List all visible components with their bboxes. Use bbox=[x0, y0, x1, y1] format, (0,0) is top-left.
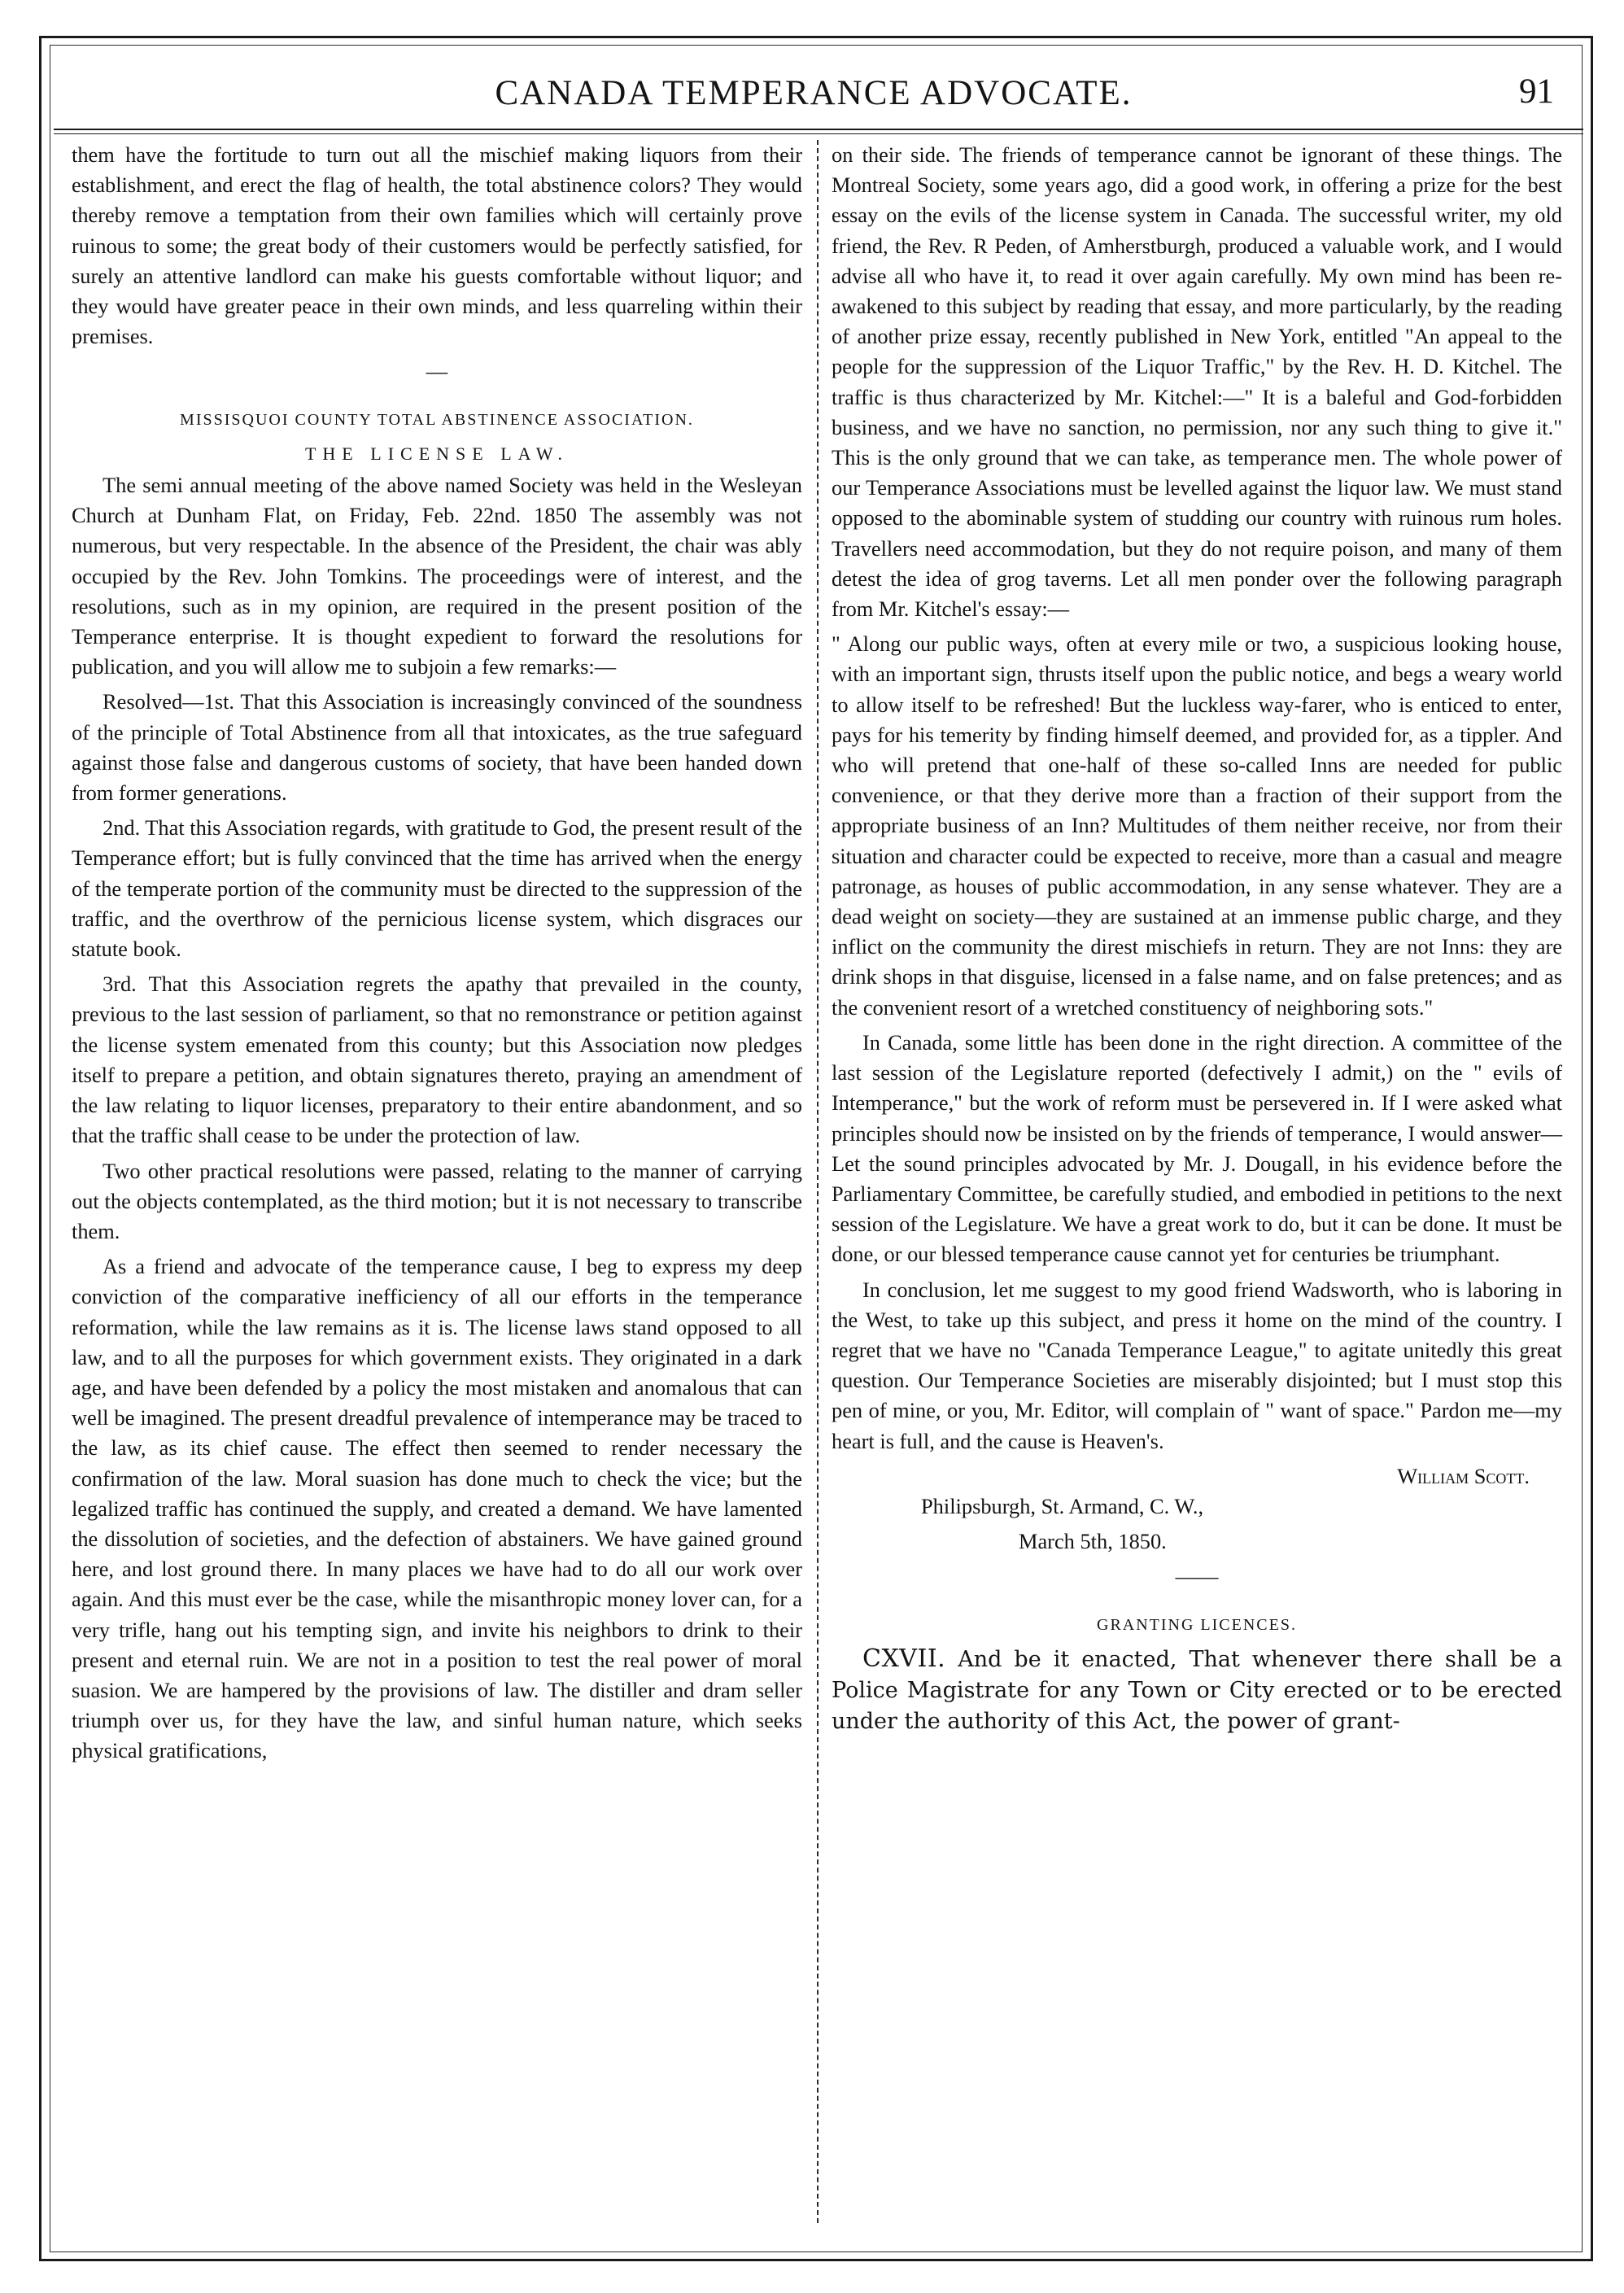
header-rule-thin bbox=[54, 133, 1583, 134]
separator-dash: — bbox=[426, 359, 448, 384]
publication-title: CANADA TEMPERANCE ADVOCATE. bbox=[495, 74, 1133, 112]
author-signature: William Scott. bbox=[1397, 1463, 1530, 1488]
section-title: MISSISQUOI COUNTY TOTAL ABSTINENCE ASSOCIATION. bbox=[180, 410, 694, 429]
page-number: 91 bbox=[1519, 72, 1554, 111]
paragraph: The semi annual meeting of the above named Society was held in the Wesleyan Church at Dunham Flat, on Friday, Feb. 22nd. 1850 The assembly was not numerous, but very respectable. In the absence of the President, the chair was ably occupied by the Rev. John Tomkins. The proceedings were of interest, and the resolutions, such as in my opinion, are required in the present position of the Temperance enterprise. It is thought expedient to forward the resolutions for publication, and you will allow me to subjoin a few remarks:— bbox=[72, 473, 802, 679]
paragraph: In Canada, some little has been done in the right direction. A committee of the last session of the Legislature reported (defectively I admit,) on the " evils of Intemperance," but the work of reform must be persevered in. If I were asked what principles should now be insisted on by the friends of temperance, I would answer—Let the sound principles advocated by Mr. J. Dougall, in his evidence before the Parliamentary Committee, be carefully studied, and embodied in petitions to the next session of the Legislature. We have a great work to do, but it can be done. It must be done, or our blessed temperance cause cannot yet for centuries be triumphant. bbox=[832, 1029, 1562, 1267]
paragraph: In conclusion, let me suggest to my good friend Wadsworth, who is laboring in the West, to take up this subject, and press it home on the mind of the country. I regret that we have no "Canada Temperance League," to agitate unitedly this great question. Our Temperance Societies are miserably disjointed; but I must stop this pen of mine, or you, Mr. Editor, will complain of " want of space." Pardon me—my heart is full, and the cause is Heaven's. bbox=[832, 1277, 1562, 1453]
statute-text: And be it enacted, That whenever there shall be a Police Magistrate for any Town or City erected or to be erected under the authority of this Act, the power of grant- bbox=[832, 1646, 1562, 1734]
resolution-first: Resolved—1st. That this Association is increasingly convinced of the soundness of the principle of Total Abstinence from all that intoxicates, as the true safeguard against those false and dangerous customs of society, that have been handed down from former generations. bbox=[72, 689, 802, 806]
resolution-third: 3rd. That this Association regrets the apathy that prevailed in the county, previous to the last session of parliament, so that no remonstrance or petition against the license system emenated from this county; but this Association now pledges itself to prepare a petition, and obtain signatures thereto, praying an amendment of the law relating to liquor licenses, preparatory to their entire abandonment, and so that the traffic shall cease to be under the protection of law. bbox=[72, 972, 802, 1148]
column-divider bbox=[817, 140, 819, 2223]
header-rule bbox=[54, 129, 1583, 130]
separator-dash: —— bbox=[1175, 1564, 1219, 1589]
statute-number: CXVII. bbox=[862, 1644, 946, 1673]
right-column bbox=[832, 140, 1562, 1742]
quoted-paragraph: " Along our public ways, often at every mile or two, a suspicious looking house, with an important sign, thrusts itself upon the public notice, and begs a weary world to allow itself to be refreshed! But the luckless way-farer, who is enticed to enter, pays for his temerity by finding himself deemed, and provided for, as a tippler. And who will pretend that one-half of these so-called Inns are needed for public convenience, or that they derive more than a fraction of their support from the appropriate business of an Inn? Multitudes of them neither receive, nor from their situation and character could be expected to receive, more than a casual and meagre patronage, as houses of public accommodation, in any sense whatever. They are a dead weight on society—they are sustained at an immense public charge, and they inflict on the community the direst mischiefs in return. They are not Inns: they are drink shops in that disguise, licensed in a false name, and on false pretences; and as the convenient resort of a wretched constituency of neighboring sots." bbox=[832, 631, 1562, 1020]
dateline-date: March 5th, 1850. bbox=[1019, 1529, 1167, 1554]
section-subtitle: THE LICENSE LAW. bbox=[304, 443, 569, 464]
page-header bbox=[57, 67, 1570, 120]
resolution-second: 2nd. That this Association regards, with gratitude to God, the present result of the Temperance effort; but is fully convinced that the time has arrived when the energy of the temperate portion of the community must be directed to the suppression of the traffic, and the overthrow of the pernicious license system, which disgraces our statute book. bbox=[72, 815, 802, 962]
left-column bbox=[72, 140, 802, 1771]
paragraph: Two other practical resolutions were passed, relating to the manner of carrying out the objects contemplated, as the third motion; but it is not necessary to transcribe them. bbox=[72, 1158, 802, 1243]
statute-paragraph bbox=[832, 1644, 1562, 1737]
paragraph: them have the fortitude to turn out all the mischief making liquors from their establishment, and erect the flag of health, the total abstinence colors? They would thereby remove a temptation from their own families which will certainly prove ruinous to some; the great body of their customers would be perfectly satisfied, for surely an attentive landlord can make his guests comfortable without liquor; and they would have greater peace in their own minds, and less quarreling within their premises. bbox=[72, 142, 802, 349]
paragraph: on their side. The friends of temperance cannot be ignorant of these things. The Montreal Society, some years ago, did a good work, in offering a prize for the best essay on the evils of the license system in Canada. The successful writer, my old friend, the Rev. R Peden, of Amherstburgh, produced a valuable work, and I would advise all who have it, to read it over again carefully. My own mind has been re-awakened to this subject by reading that essay, and more particularly, by the reading of another prize essay, recently published in New York, entitled "An appeal to the people for the suppression of the Liquor Traffic," by the Rev. H. D. Kitchel. The traffic is thus characterized by Mr. Kitchel:—" It is a baleful and God-forbidden business, and we have no sanction, no permission, nor any such thing to give it." This is the only ground that we can take, as temperance men. The whole power of our Temperance Associations must be levelled against the liquor law. We must stand opposed to the abominable system of studding our country with ruinous rum holes. Travellers need accommodation, but they do not require poison, and many of them detest the idea of grog taverns. Let all men ponder over the following paragraph from Mr. Kitchel's essay:— bbox=[832, 142, 1562, 622]
paragraph: As a friend and advocate of the temperance cause, I beg to express my deep conviction of the comparative inefficiency of all our efforts in the temperance reformation, while the law remains as it is. The license laws stand opposed to all law, and to all the purposes for which government exists. They originated in a dark age, and have been defended by a policy the most mistaken and anomalous that can well be imagined. The present dreadful prevalence of intemperance may be traced to the law, as its chief cause. The effect then seemed to render necessary the confirmation of the law. Moral suasion has done much to check the vice; but the legalized traffic has continued the supply, and created a demand. We have lamented the dissolution of societies, and the defection of abstainers. We have gained ground here, and lost ground there. In many places we have had to do all our work over again. And this must ever be the case, while the misanthropic money lover can, for a very trifle, hang out his tempting sign, and invite his neighbors to drink to their present and eternal ruin. We are not in a position to test the real power of moral suasion. We are hampered by the provisions of law. The distiller and dram seller triumph over us, for they have the law, and sinful human nature, which seeks physical gratifications, bbox=[72, 1254, 802, 1763]
dateline-place: Philipsburgh, St. Armand, C. W., bbox=[921, 1493, 1204, 1518]
section-title: GRANTING LICENCES. bbox=[1097, 1615, 1297, 1634]
